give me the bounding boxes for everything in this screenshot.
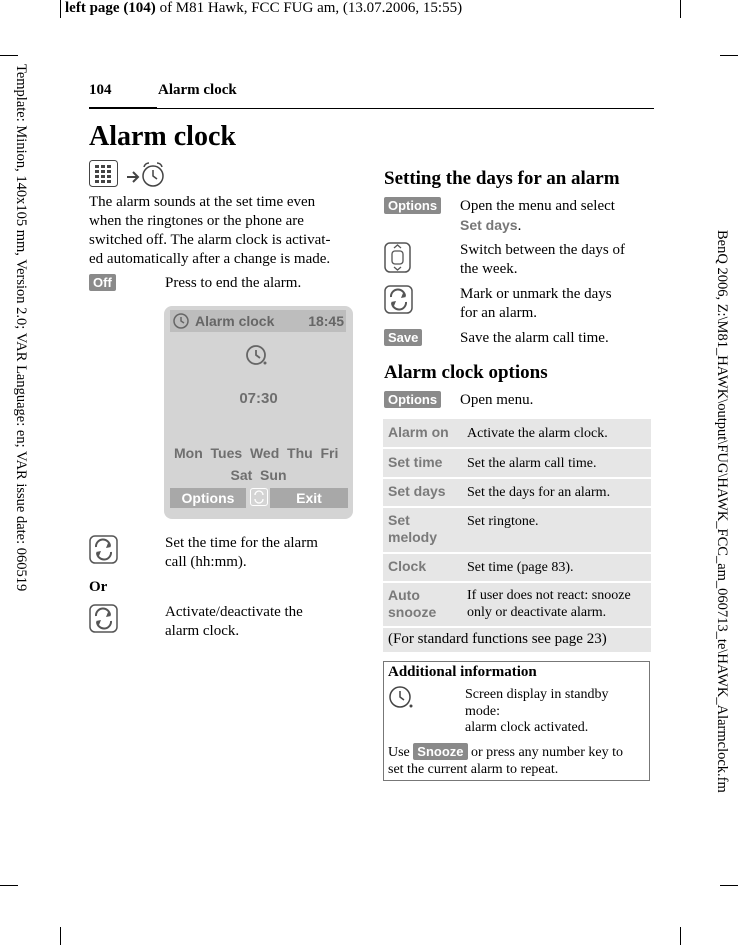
intro-line: switched off. The alarm clock is activat- [89,232,331,248]
additional-info-box [383,661,650,781]
table-row [383,479,651,506]
set-days-menu-item: Set days [460,217,518,233]
table-row [383,419,651,447]
template-info-text: Template: Minion, 140x105 mm, Version 2.0; VAR Language: en; VAR issue date: 060519 [13,64,29,592]
days-heading: Setting the days for an alarm [384,168,620,189]
additional-info-heading: Additional information [388,664,537,680]
menu-path-icons [89,160,169,190]
activate-line: Activate/deactivate the [165,604,303,620]
intro-line: The alarm sounds at the set time even [89,194,316,210]
option-key: Set time [388,454,443,470]
table-footer-row [383,628,651,652]
crop-mark [680,0,681,18]
alarm-icon [172,312,190,330]
options-heading: Alarm clock options [384,362,548,383]
alarm-clock-icon [143,163,163,186]
option-key: Set melody [388,512,438,545]
snooze-key: Snooze [413,743,467,760]
option-desc: Set the days for an alarm. [467,485,611,500]
option-desc: If user does not react: snooze only or deactivate alarm. [467,588,631,620]
snooze-line-2: set the current alarm to repeat. [388,762,559,777]
phone-clock: 18:45 [308,313,344,329]
nav-key-icon [250,488,268,506]
snooze-text [388,743,623,778]
option-key: Set days [388,483,446,499]
weekend-row: Sat Sun [230,467,287,483]
crop-mark [60,927,61,945]
phone-title: Alarm clock [195,313,275,329]
options-key: Options [384,391,441,408]
option-key: Alarm on [388,424,449,440]
save-key: Save [384,329,422,346]
header-rule [89,108,654,109]
crop-mark [720,55,738,56]
crop-mark [0,885,18,886]
table-row [383,554,651,581]
up-down-key-icon [384,242,412,274]
template-info [9,60,29,660]
crop-mark [60,0,61,18]
mark-line: Mark or unmark the days [460,286,612,302]
intro-paragraph [89,193,359,269]
page-title: Alarm clock [89,121,236,152]
crop-mark [0,55,18,56]
set-time-line: Set the time for the alarm [165,535,318,551]
print-header [65,0,462,17]
options-key: Options [384,197,441,214]
option-desc: Activate the alarm clock. [467,426,608,441]
intro-line: ed automatically after a change is made. [89,251,331,267]
crop-mark [680,927,681,945]
table-row [383,583,651,626]
activate-line: alarm clock. [165,623,240,639]
mark-line: for an alarm. [460,305,538,321]
arrow-right-icon [127,172,138,182]
options-key-row-2 [384,391,441,409]
open-menu-line: Open the menu and select [460,198,615,214]
rocker-key-icon [89,604,119,634]
options-key-row [384,197,441,215]
running-head: Alarm clock [158,82,237,98]
switch-line: Switch between the days of [460,242,625,258]
open-menu-select [460,197,615,236]
standby-text [465,687,608,737]
alarm-time: 07:30 [239,390,278,407]
page-number: 104 [89,82,112,98]
off-key-row [89,274,116,292]
file-path-text: BenQ 2006, Z:\M81_HAWK\output\FUG\HAWK_FCC_am_060713_te\HAWK_Alarmclock.fm [714,230,730,793]
print-header-rest: of M81 Hawk, FCC FUG am, (13.07.2006, 15:55) [155,0,463,16]
switch-line: the week. [460,261,518,277]
switch-text [460,241,625,279]
alarm-standby-icon [387,685,417,711]
period: . [517,218,522,234]
print-header-bold: left page (104) [65,0,156,16]
weekday-row: Mon Tues Wed Thu Fri [174,445,339,461]
table-row [383,449,651,477]
phone-screen [164,306,353,519]
file-path [708,230,730,890]
option-key: Auto snooze [388,587,437,620]
rocker-key-icon [384,285,414,315]
off-text: Press to end the alarm. [165,275,302,291]
set-time-text [165,534,318,572]
standard-functions-note: (For standard functions see page 23) [388,631,607,647]
option-desc: Set time (page 83). [467,560,574,575]
intro-line: when the ringtones or the phone are [89,213,304,229]
standby-line: mode: [465,703,500,719]
off-key: Off [89,274,116,291]
option-desc: Set the alarm call time. [467,456,597,471]
alarm-clock-large-icon [243,343,271,369]
snooze-line-rest: or press any number key to [467,745,624,760]
standby-line: Screen display in standby [465,687,609,702]
table-row [383,508,651,552]
rocker-key-icon [89,535,119,565]
save-key-row [384,329,422,347]
options-softkey[interactable]: Options [170,488,246,508]
use-word: Use [388,745,410,760]
header-rule-thick [89,107,157,109]
mark-text [460,285,612,323]
or-label: Or [89,579,108,595]
set-time-line: call (hh:mm). [165,554,247,570]
menu-grid-icon [90,161,118,187]
option-key: Clock [388,558,427,574]
open-menu-text: Open menu. [460,392,534,408]
activate-text [165,603,303,641]
save-text: Save the alarm call time. [460,330,609,346]
phone-title-bar [170,310,346,332]
exit-softkey[interactable]: Exit [270,488,348,508]
option-desc: Set ringtone. [467,514,539,529]
standby-line: alarm clock activated. [465,720,589,735]
